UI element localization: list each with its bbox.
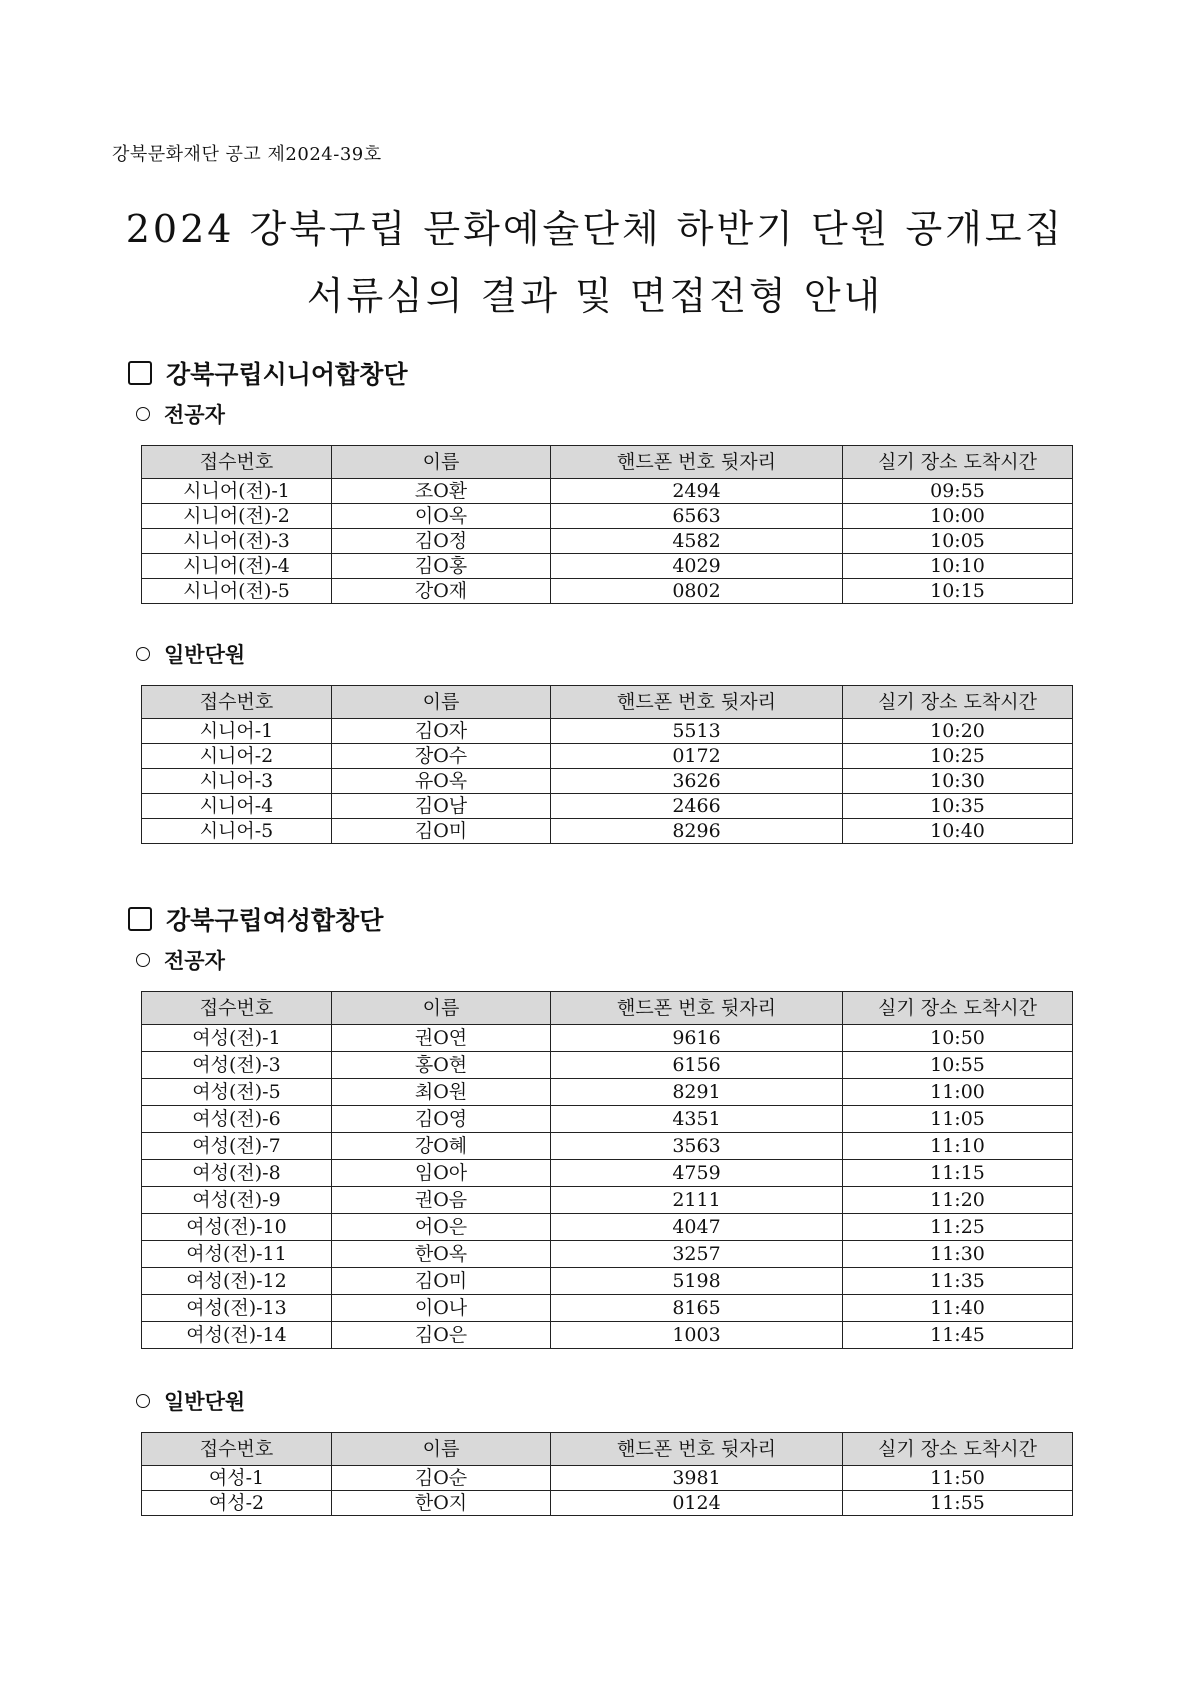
table-cell: 11:10 [843, 1133, 1073, 1160]
table-cell: 4351 [551, 1106, 843, 1133]
column-header: 실기 장소 도착시간 [843, 446, 1073, 479]
table-cell: 11:55 [843, 1491, 1073, 1516]
table-row [142, 1079, 1073, 1106]
table-cell: 8296 [551, 819, 843, 844]
table-cell: 시니어(전)-4 [142, 554, 332, 579]
table-cell: 여성(전)-10 [142, 1214, 332, 1241]
table-row [142, 1187, 1073, 1214]
column-header: 실기 장소 도착시간 [843, 992, 1073, 1025]
table-cell: 3257 [551, 1241, 843, 1268]
table-row [142, 769, 1073, 794]
table-cell: 11:15 [843, 1160, 1073, 1187]
circle-bullet-icon [136, 1394, 150, 1408]
table-cell: 9616 [551, 1025, 843, 1052]
table-cell: 여성-2 [142, 1491, 332, 1516]
table-header-row [142, 992, 1073, 1025]
table-cell: 장O수 [332, 744, 551, 769]
table-cell: 여성(전)-1 [142, 1025, 332, 1052]
table-cell: 강O재 [332, 579, 551, 604]
column-header: 이름 [332, 686, 551, 719]
table-row [142, 744, 1073, 769]
table-cell: 여성(전)-3 [142, 1052, 332, 1079]
table-row [142, 504, 1073, 529]
section-title: 강북구립시니어합창단 [166, 360, 408, 389]
table-cell: 8291 [551, 1079, 843, 1106]
column-header: 실기 장소 도착시간 [843, 1433, 1073, 1466]
table-cell: 10:30 [843, 769, 1073, 794]
table-cell: 김O은 [332, 1322, 551, 1349]
table-cell: 시니어(전)-3 [142, 529, 332, 554]
table-cell: 시니어-1 [142, 719, 332, 744]
table-cell: 김O홍 [332, 554, 551, 579]
table-cell: 6156 [551, 1052, 843, 1079]
table-cell: 유O옥 [332, 769, 551, 794]
table-row [142, 1322, 1073, 1349]
table-cell: 10:35 [843, 794, 1073, 819]
checkbox-square-icon [128, 907, 152, 931]
column-header: 이름 [332, 1433, 551, 1466]
table-cell: 4582 [551, 529, 843, 554]
subsection-senior-major [136, 399, 225, 429]
table-cell: 권O음 [332, 1187, 551, 1214]
table-row [142, 554, 1073, 579]
table-cell: 이O나 [332, 1295, 551, 1322]
table-cell: 김O자 [332, 719, 551, 744]
table-cell: 김O남 [332, 794, 551, 819]
table-cell: 김O미 [332, 1268, 551, 1295]
table-cell: 여성(전)-11 [142, 1241, 332, 1268]
table-cell: 김O정 [332, 529, 551, 554]
table-cell: 09:55 [843, 479, 1073, 504]
subsection-title: 일반단원 [164, 1390, 246, 1414]
table-cell: 여성(전)-8 [142, 1160, 332, 1187]
table-cell: 시니어(전)-1 [142, 479, 332, 504]
page-title-line2: 서류심의 결과 및 면접전형 안내 [306, 274, 884, 318]
subsection-title: 전공자 [164, 403, 225, 427]
table-cell: 여성(전)-6 [142, 1106, 332, 1133]
table-cell: 11:00 [843, 1079, 1073, 1106]
column-header: 접수번호 [142, 1433, 332, 1466]
table-cell: 한O옥 [332, 1241, 551, 1268]
table-cell: 2494 [551, 479, 843, 504]
circle-bullet-icon [136, 647, 150, 661]
table-row [142, 529, 1073, 554]
table-row [142, 794, 1073, 819]
table-cell: 권O연 [332, 1025, 551, 1052]
section-senior-choir [128, 355, 408, 391]
column-header: 이름 [332, 446, 551, 479]
subsection-senior-general [136, 639, 245, 669]
table-cell: 11:20 [843, 1187, 1073, 1214]
table-cell: 4029 [551, 554, 843, 579]
table-row [142, 579, 1073, 604]
table-header-row [142, 1433, 1073, 1466]
table-cell: 11:50 [843, 1466, 1073, 1491]
table-cell: 10:55 [843, 1052, 1073, 1079]
table-row [142, 1052, 1073, 1079]
table-row [142, 1241, 1073, 1268]
table-row [142, 719, 1073, 744]
table-header-row [142, 446, 1073, 479]
table-cell: 10:00 [843, 504, 1073, 529]
column-header: 핸드폰 번호 뒷자리 [551, 446, 843, 479]
table-cell: 2466 [551, 794, 843, 819]
table-cell: 11:40 [843, 1295, 1073, 1322]
table-cell: 5198 [551, 1268, 843, 1295]
table-cell: 이O옥 [332, 504, 551, 529]
table-cell: 10:25 [843, 744, 1073, 769]
table-cell: 최O원 [332, 1079, 551, 1106]
notice-number: 강북문화재단 공고 제2024-39호 [112, 144, 382, 165]
column-header: 접수번호 [142, 992, 332, 1025]
column-header: 핸드폰 번호 뒷자리 [551, 686, 843, 719]
table-senior-major [141, 445, 1073, 604]
table-cell: 1003 [551, 1322, 843, 1349]
table-cell: 0172 [551, 744, 843, 769]
table-row [142, 1295, 1073, 1322]
table-cell: 11:45 [843, 1322, 1073, 1349]
table-cell: 김O순 [332, 1466, 551, 1491]
table-women-major [141, 991, 1073, 1349]
table-cell: 시니어(전)-5 [142, 579, 332, 604]
table-row [142, 1025, 1073, 1052]
table-cell: 강O혜 [332, 1133, 551, 1160]
table-row [142, 819, 1073, 844]
table-row [142, 1106, 1073, 1133]
table-row [142, 1133, 1073, 1160]
table-cell: 한O지 [332, 1491, 551, 1516]
table-cell: 3981 [551, 1466, 843, 1491]
subsection-title: 전공자 [164, 949, 225, 973]
section-title: 강북구립여성합창단 [166, 906, 384, 935]
table-cell: 3626 [551, 769, 843, 794]
subsection-title: 일반단원 [164, 643, 246, 667]
table-cell: 어O은 [332, 1214, 551, 1241]
table-header-row [142, 686, 1073, 719]
table-cell: 여성(전)-7 [142, 1133, 332, 1160]
checkbox-square-icon [128, 361, 152, 385]
table-cell: 시니어-3 [142, 769, 332, 794]
table-cell: 10:05 [843, 529, 1073, 554]
table-row [142, 1160, 1073, 1187]
table-cell: 8165 [551, 1295, 843, 1322]
table-cell: 홍O현 [332, 1052, 551, 1079]
table-cell: 시니어-4 [142, 794, 332, 819]
subsection-women-major [136, 945, 225, 975]
table-row [142, 1214, 1073, 1241]
table-cell: 여성-1 [142, 1466, 332, 1491]
table-cell: 6563 [551, 504, 843, 529]
table-cell: 11:35 [843, 1268, 1073, 1295]
table-cell: 11:30 [843, 1241, 1073, 1268]
table-cell: 0124 [551, 1491, 843, 1516]
circle-bullet-icon [136, 407, 150, 421]
table-cell: 김O영 [332, 1106, 551, 1133]
table-cell: 여성(전)-14 [142, 1322, 332, 1349]
table-row [142, 479, 1073, 504]
table-cell: 10:15 [843, 579, 1073, 604]
column-header: 이름 [332, 992, 551, 1025]
table-cell: 여성(전)-9 [142, 1187, 332, 1214]
table-cell: 4759 [551, 1160, 843, 1187]
subsection-women-general [136, 1386, 245, 1416]
table-cell: 여성(전)-13 [142, 1295, 332, 1322]
table-women-general [141, 1432, 1073, 1516]
table-cell: 4047 [551, 1214, 843, 1241]
table-row [142, 1491, 1073, 1516]
table-cell: 10:40 [843, 819, 1073, 844]
table-cell: 2111 [551, 1187, 843, 1214]
table-cell: 조O환 [332, 479, 551, 504]
column-header: 핸드폰 번호 뒷자리 [551, 1433, 843, 1466]
table-cell: 시니어-2 [142, 744, 332, 769]
table-cell: 시니어-5 [142, 819, 332, 844]
table-cell: 여성(전)-5 [142, 1079, 332, 1106]
table-cell: 11:05 [843, 1106, 1073, 1133]
table-cell: 11:25 [843, 1214, 1073, 1241]
table-senior-general [141, 685, 1073, 844]
table-row [142, 1466, 1073, 1491]
column-header: 접수번호 [142, 446, 332, 479]
table-cell: 3563 [551, 1133, 843, 1160]
column-header: 접수번호 [142, 686, 332, 719]
table-cell: 10:20 [843, 719, 1073, 744]
table-cell: 임O아 [332, 1160, 551, 1187]
table-row [142, 1268, 1073, 1295]
table-cell: 여성(전)-12 [142, 1268, 332, 1295]
column-header: 실기 장소 도착시간 [843, 686, 1073, 719]
page-title-line1: 2024 강북구립 문화예술단체 하반기 단원 공개모집 [125, 207, 1065, 251]
circle-bullet-icon [136, 953, 150, 967]
table-cell: 시니어(전)-2 [142, 504, 332, 529]
table-cell: 10:10 [843, 554, 1073, 579]
table-cell: 김O미 [332, 819, 551, 844]
table-cell: 10:50 [843, 1025, 1073, 1052]
table-cell: 0802 [551, 579, 843, 604]
section-women-choir [128, 901, 383, 937]
table-cell: 5513 [551, 719, 843, 744]
column-header: 핸드폰 번호 뒷자리 [551, 992, 843, 1025]
